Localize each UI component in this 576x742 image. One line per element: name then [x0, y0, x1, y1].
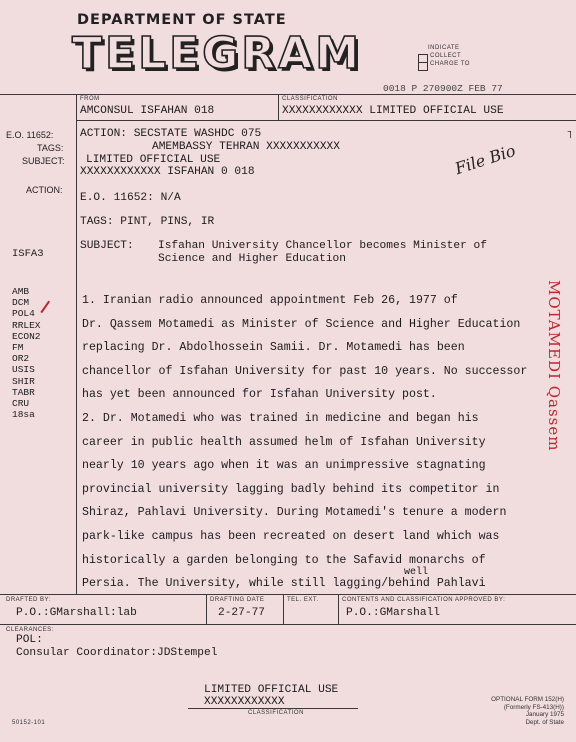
office-code: ISFA3 — [12, 248, 44, 260]
optional-form-line: January 1975 — [525, 711, 564, 719]
charge-to-label: CHARGE TO — [430, 61, 470, 67]
form-number: 50152-101 — [12, 720, 46, 726]
routing-item: RRLEX — [12, 319, 41, 331]
routing-item: 18sa — [12, 409, 35, 421]
subject-label: SUBJECT: — [22, 156, 65, 166]
from-row-rule — [76, 120, 576, 121]
body-line: Shiraz, Pahlavi University. During Motamedi's tenure a modern — [82, 506, 507, 520]
file-bio-note: File Bio — [452, 140, 518, 179]
body-line: has yet been announced for Isfahan University post. — [82, 388, 437, 402]
body-line: chancellor of Isfahan University for past 10 years. No successor — [82, 364, 528, 378]
routing-item: DCM — [12, 297, 30, 309]
indicate-label: INDICATE — [428, 45, 460, 51]
routing-item: FM — [12, 342, 24, 354]
body-line: historically a garden belonging to the Safavid monarchs of — [82, 553, 486, 567]
footer-top-rule — [0, 594, 576, 595]
approved-by-value: P.O.:GMarshall — [346, 607, 440, 619]
classification-caption: CLASSIFICATION — [248, 710, 304, 716]
body-line: replacing Dr. Abdolhossein Samii. Dr. Motamedi has been — [82, 341, 465, 355]
collect-label: COLLECT — [430, 53, 462, 59]
telegram-title: TELEGRAM — [72, 28, 362, 79]
clearance-consular: Consular Coordinator:JDStempel — [16, 647, 218, 659]
from-label: FROM — [80, 96, 100, 102]
tags-label: TAGS: — [37, 143, 64, 153]
subject-prefix: SUBJECT: — [80, 240, 134, 252]
action-line-1: ACTION: SECSTATE WASHDC 075 — [80, 128, 262, 140]
message-body — [82, 289, 527, 596]
bottom-classification: LIMITED OFFICIAL USE — [204, 684, 339, 696]
tags-line: TAGS: PINT, PINS, IR — [80, 216, 215, 228]
routing-item: USIS — [12, 364, 35, 376]
clearances-label: CLEARANCES: — [6, 627, 54, 633]
drafting-date-value: 2-27-77 — [218, 607, 265, 619]
body-line: career in public health assumed helm of Isfahan University — [82, 435, 486, 449]
routing-list — [12, 286, 41, 420]
routing-item: AMB — [12, 286, 30, 297]
action-label: ACTION: — [26, 185, 63, 195]
clearance-pol: POL: — [16, 634, 43, 646]
routing-item: TABR — [12, 386, 35, 398]
body-line: Persia. The University, while still lagging/behind Pahlavi — [82, 577, 486, 591]
classification-underline — [188, 708, 358, 709]
action-line-4: XXXXXXXXXXXX ISFAHAN 0 018 — [80, 166, 255, 178]
optional-form-line: Dept. of State — [525, 718, 564, 726]
red-check-mark — [40, 301, 49, 313]
eo-line: E.O. 11652: N/A — [80, 192, 181, 204]
routing-item: ECON2 — [12, 330, 41, 342]
routing-item: OR2 — [12, 353, 30, 365]
transmission-stamp: 0018 P 270900Z FEB 77 — [383, 83, 503, 94]
tel-ext-label: TEL. EXT. — [287, 597, 319, 603]
approved-by-label: CONTENTS AND CLASSIFICATION APPROVED BY: — [342, 597, 506, 603]
from-value: AMCONSUL ISFAHAN 018 — [80, 105, 215, 117]
footer-divider-2 — [283, 594, 284, 624]
routing-item: SHIR — [12, 375, 35, 387]
body-line: nearly 10 years ago when it was an unimpressive stagnating — [82, 459, 486, 473]
bottom-classification-xx: XXXXXXXXXXXX — [204, 696, 285, 708]
action-line-3: LIMITED OFFICIAL USE — [86, 154, 221, 166]
drafted-by-label: DRAFTED BY: — [6, 597, 51, 603]
corner-mark: ˥ — [566, 128, 573, 141]
footer-mid-rule — [0, 624, 576, 625]
footer-divider-3 — [338, 594, 339, 624]
routing-item: CRU — [12, 398, 30, 410]
drafted-by-value: P.O.:GMarshall:lab — [16, 607, 137, 619]
body-line: Dr. Qassem Motamedi as Minister of Science and Higher Education — [82, 317, 521, 331]
classification-value: XXXXXXXXXXXX LIMITED OFFICIAL USE — [282, 105, 504, 117]
inserted-word: well — [404, 567, 429, 578]
left-margin-rule — [76, 94, 77, 594]
from-divider — [278, 94, 279, 120]
margin-name-note: MOTAMEDI Qassem — [545, 280, 563, 452]
charge-to-checkbox — [418, 62, 428, 71]
optional-form-line: OPTIONAL FORM 152(H) — [491, 696, 564, 703]
body-line: 2. Dr. Motamedi who was trained in medicine and began his — [82, 411, 479, 425]
body-line: park-like campus has been recreated on desert land which was — [82, 529, 500, 543]
footer-divider-1 — [206, 594, 207, 624]
routing-item: POL4 — [12, 308, 35, 320]
header-divider — [0, 94, 576, 95]
subject-line-2: Science and Higher Education — [158, 253, 346, 265]
department-heading: DEPARTMENT OF STATE — [77, 12, 287, 28]
subject-line-1: Isfahan University Chancellor becomes Minister of — [158, 240, 487, 252]
eo-label: E.O. 11652: — [6, 130, 54, 140]
body-line: provincial university lagging badly behind its competitor in — [82, 482, 500, 496]
optional-form-block — [456, 696, 564, 726]
body-line: 1. Iranian radio announced appointment Feb 26, 1977 of — [82, 294, 458, 307]
action-line-2: AMEMBASSY TEHRAN XXXXXXXXXXX — [152, 141, 340, 153]
optional-form-line: (Formerly FS-413(H)) — [503, 703, 564, 711]
classification-label: CLASSIFICATION — [282, 96, 338, 102]
drafting-date-label: DRAFTING DATE — [210, 597, 265, 603]
